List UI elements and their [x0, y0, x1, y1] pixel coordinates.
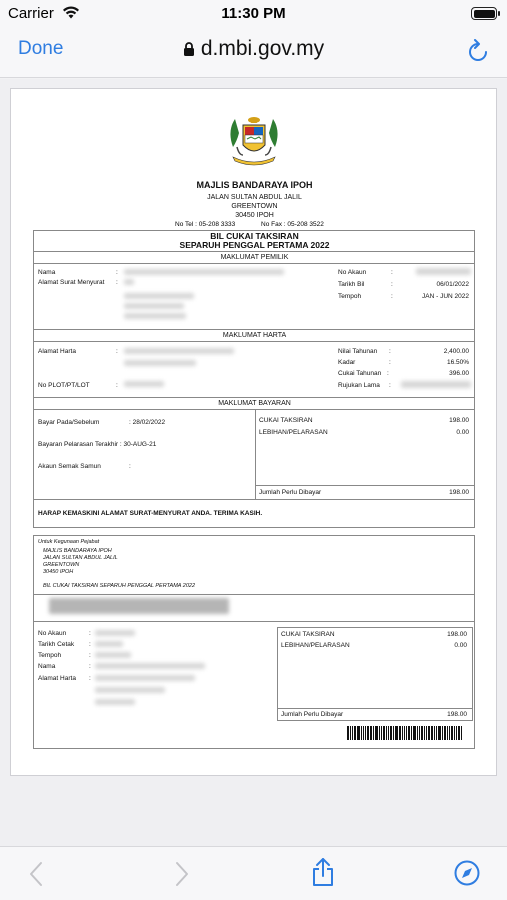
- barcode-bar: [442, 726, 443, 740]
- redacted-slip-account: [95, 630, 135, 636]
- divider: [33, 621, 475, 622]
- annual-value: 2,400.00: [443, 348, 469, 355]
- barcode-bar: [456, 726, 457, 740]
- mail-address-label: Alamat Surat Menyurat: [38, 279, 105, 286]
- bill-date-label: Tarikh Bil: [338, 281, 365, 288]
- url-text: d.mbi.gov.my: [200, 37, 325, 60]
- barcode-bar: [379, 726, 380, 740]
- barcode-bar: [404, 726, 405, 740]
- payment-heading: MAKLUMAT BAYARAN: [218, 400, 291, 407]
- barcode-bar: [426, 726, 427, 740]
- colon: :: [389, 348, 391, 355]
- barcode-bar: [451, 726, 453, 740]
- bill-title: BIL CUKAI TAKSIRAN: [210, 231, 299, 241]
- barcode-bar: [454, 726, 455, 740]
- colon: :: [89, 675, 91, 682]
- divider: [255, 485, 475, 486]
- barcode-bar: [447, 726, 448, 740]
- battery-icon: [471, 7, 497, 20]
- slip-name-label: Nama: [38, 663, 56, 670]
- org-fax: No Fax : 05-208 3522: [261, 221, 324, 228]
- barcode-bar: [370, 726, 372, 740]
- annual-tax-label: Cukai Tahunan: [338, 370, 382, 377]
- colon: :: [389, 359, 391, 366]
- barcode-bar: [388, 726, 389, 740]
- barcode-bar: [406, 726, 407, 740]
- barcode-bar: [421, 726, 423, 740]
- barcode-bar: [361, 726, 362, 740]
- colon: :: [129, 463, 131, 470]
- slip-total-label: Jumlah Perlu Dibayar: [281, 711, 344, 718]
- redacted-slip-period: [95, 652, 131, 658]
- old-ref-label: Rujukan Lama: [338, 382, 380, 389]
- compass-icon[interactable]: [454, 860, 480, 886]
- barcode-bar: [367, 726, 369, 740]
- annual-value-label: Nilai Tahunan: [338, 348, 378, 355]
- barcode-bar: [419, 726, 420, 740]
- redacted-slip-address: [95, 675, 195, 681]
- colon: :: [116, 269, 118, 276]
- barcode-bar: [363, 726, 364, 740]
- assessment-label: CUKAI TAKSIRAN: [259, 417, 313, 424]
- update-address-notice: HARAP KEMASKINI ALAMAT SURAT-MENYURAT ANDA. TERIMA KASIH.: [38, 510, 263, 517]
- colon: :: [116, 279, 118, 286]
- account-label: No Akaun: [338, 269, 367, 276]
- org-address-line2: GREENTOWN: [231, 203, 278, 210]
- slip-assessment-label: CUKAI TAKSIRAN: [281, 631, 335, 638]
- redacted-slip-address: [95, 699, 135, 705]
- redacted-address: [124, 279, 134, 285]
- url-display[interactable]: [0, 37, 507, 61]
- carrier-label: Carrier: [8, 5, 54, 22]
- divider: [33, 397, 475, 398]
- office-bill-line: BIL CUKAI TAKSIRAN SEPARUH PENGGAL PERTAMA 2022: [43, 583, 196, 589]
- redacted-slip-address: [95, 687, 165, 693]
- barcode-bar: [402, 726, 403, 740]
- redacted-address: [124, 313, 186, 319]
- barcode-bar: [393, 726, 394, 740]
- share-icon[interactable]: [311, 857, 335, 887]
- redacted-account: [416, 268, 471, 275]
- redacted-property-address: [124, 348, 234, 354]
- colon: :: [391, 293, 393, 300]
- barcode-bar: [458, 726, 460, 740]
- barcode-bar: [354, 726, 356, 740]
- org-address-line1: JALAN SULTAN ABDUL JALIL: [207, 194, 302, 201]
- colon: :: [116, 348, 118, 355]
- barcode-bar: [373, 726, 374, 740]
- colon: :: [89, 630, 91, 637]
- divider: [33, 263, 475, 264]
- rate-value: 16.50%: [446, 359, 469, 366]
- barcode-bar: [431, 726, 433, 740]
- barcode-bar: [347, 726, 349, 740]
- barcode-bar: [381, 726, 382, 740]
- bill-document: [10, 88, 497, 776]
- barcode-bar: [444, 726, 446, 740]
- divider: [277, 708, 473, 709]
- plot-label: No PLOT/PT/LOT: [38, 382, 90, 389]
- last-adjust-label: Bayaran Pelarasan Terakhir : 30-AUG-21: [38, 441, 157, 448]
- colon: :: [89, 652, 91, 659]
- slip-address-label: Alamat Harta: [38, 675, 76, 682]
- redacted-address: [124, 293, 194, 299]
- document-viewer[interactable]: [0, 79, 507, 846]
- barcode-bar: [424, 726, 425, 740]
- barcode-bar: [395, 726, 398, 740]
- coat-of-arms-logo: [221, 111, 287, 169]
- barcode-bar: [390, 726, 392, 740]
- office-line2: JALAN SULTAN ABDUL JALIL: [43, 555, 118, 561]
- slip-total-value: 198.00: [447, 711, 467, 718]
- divider: [33, 594, 475, 595]
- slip-surplus-value: 0.00: [454, 642, 467, 649]
- org-address-line3: 30450 IPOH: [235, 212, 274, 219]
- barcode-bar: [365, 726, 366, 740]
- barcode-bar: [383, 726, 385, 740]
- office-use-heading: Untuk Kegunaan Pejabat: [38, 539, 100, 545]
- barcode-bar: [436, 726, 437, 740]
- reload-icon[interactable]: [467, 39, 489, 63]
- redacted-barcode-number: [49, 598, 229, 614]
- office-line3: GREENTOWN: [43, 562, 80, 568]
- barcode-bar: [413, 726, 416, 740]
- org-tel: No Tel : 05-208 3333: [175, 221, 236, 228]
- redacted-name: [124, 269, 284, 275]
- barcode-bar: [461, 726, 462, 740]
- surplus-value: 0.00: [456, 429, 469, 436]
- property-heading: MAKLUMAT HARTA: [222, 332, 287, 339]
- property-address-label: Alamat Harta: [38, 348, 76, 355]
- slip-surplus-label: LEBIHAN/PELARASAN: [281, 642, 350, 649]
- barcode: [347, 726, 463, 740]
- barcode-bar: [350, 726, 351, 740]
- barcode-bar: [399, 726, 401, 740]
- slip-period-label: Tempoh: [38, 652, 62, 659]
- divider: [33, 251, 475, 252]
- colon: :: [389, 382, 391, 389]
- bottom-toolbar: [0, 846, 507, 900]
- total-label: Jumlah Perlu Dibayar: [259, 489, 322, 496]
- chevron-left-icon[interactable]: [28, 861, 44, 887]
- surplus-label: LEBIHAN/PELARASAN: [259, 429, 328, 436]
- redacted-property-address: [124, 360, 196, 366]
- barcode-bar: [357, 726, 360, 740]
- period-value: JAN - JUN 2022: [422, 293, 469, 300]
- barcode-bar: [408, 726, 410, 740]
- colon: :: [391, 281, 393, 288]
- divider: [33, 409, 475, 410]
- lock-icon: [183, 42, 195, 57]
- office-line1: MAJLIS BANDARAYA IPOH: [43, 548, 112, 554]
- pay-before-label: Bayar Pada/Sebelum: [38, 419, 100, 426]
- summons-label: Akaun Semak Samun: [38, 463, 101, 470]
- colon: :: [387, 370, 389, 377]
- chevron-right-icon[interactable]: [174, 861, 190, 887]
- barcode-bar: [428, 726, 430, 740]
- barcode-bar: [375, 726, 378, 740]
- redacted-print-date: [95, 641, 123, 647]
- barcode-bar: [438, 726, 441, 740]
- status-bar: [0, 0, 507, 28]
- slip-assessment-value: 198.00: [447, 631, 467, 638]
- bill-date-value: 06/01/2022: [436, 281, 469, 288]
- redacted-address: [124, 303, 184, 309]
- slip-account-label: No Akaun: [38, 630, 67, 637]
- redacted-plot: [124, 381, 164, 387]
- annual-tax-value: 396.00: [449, 370, 469, 377]
- bill-subtitle: SEPARUH PENGGAL PERTAMA 2022: [179, 240, 330, 250]
- name-label: Nama: [38, 269, 56, 276]
- barcode-bar: [434, 726, 435, 740]
- barcode-bar: [352, 726, 353, 740]
- assessment-value: 198.00: [449, 417, 469, 424]
- rate-label: Kadar: [338, 359, 356, 366]
- period-label: Tempoh: [338, 293, 362, 300]
- redacted-slip-name: [95, 663, 205, 669]
- divider: [33, 329, 475, 330]
- colon: :: [89, 641, 91, 648]
- colon: :: [116, 382, 118, 389]
- barcode-bar: [386, 726, 387, 740]
- navigation-bar: [0, 28, 507, 78]
- slip-print-date-label: Tarikh Cetak: [38, 641, 75, 648]
- colon: :: [89, 663, 91, 670]
- clock: 11:30 PM: [221, 5, 286, 22]
- redacted-old-ref: [401, 381, 471, 388]
- office-line4: 30450 IPOH: [43, 569, 74, 575]
- pay-before-value: : 28/02/2022: [129, 419, 166, 426]
- barcode-bar: [449, 726, 450, 740]
- divider: [33, 341, 475, 342]
- total-value: 198.00: [449, 489, 469, 496]
- divider: [33, 499, 475, 500]
- colon: :: [391, 269, 393, 276]
- org-name: MAJLIS BANDARAYA IPOH: [196, 180, 313, 190]
- done-button[interactable]: Done: [18, 38, 64, 59]
- owner-heading: MAKLUMAT PEMILIK: [220, 254, 289, 261]
- barcode-bar: [411, 726, 412, 740]
- barcode-bar: [417, 726, 418, 740]
